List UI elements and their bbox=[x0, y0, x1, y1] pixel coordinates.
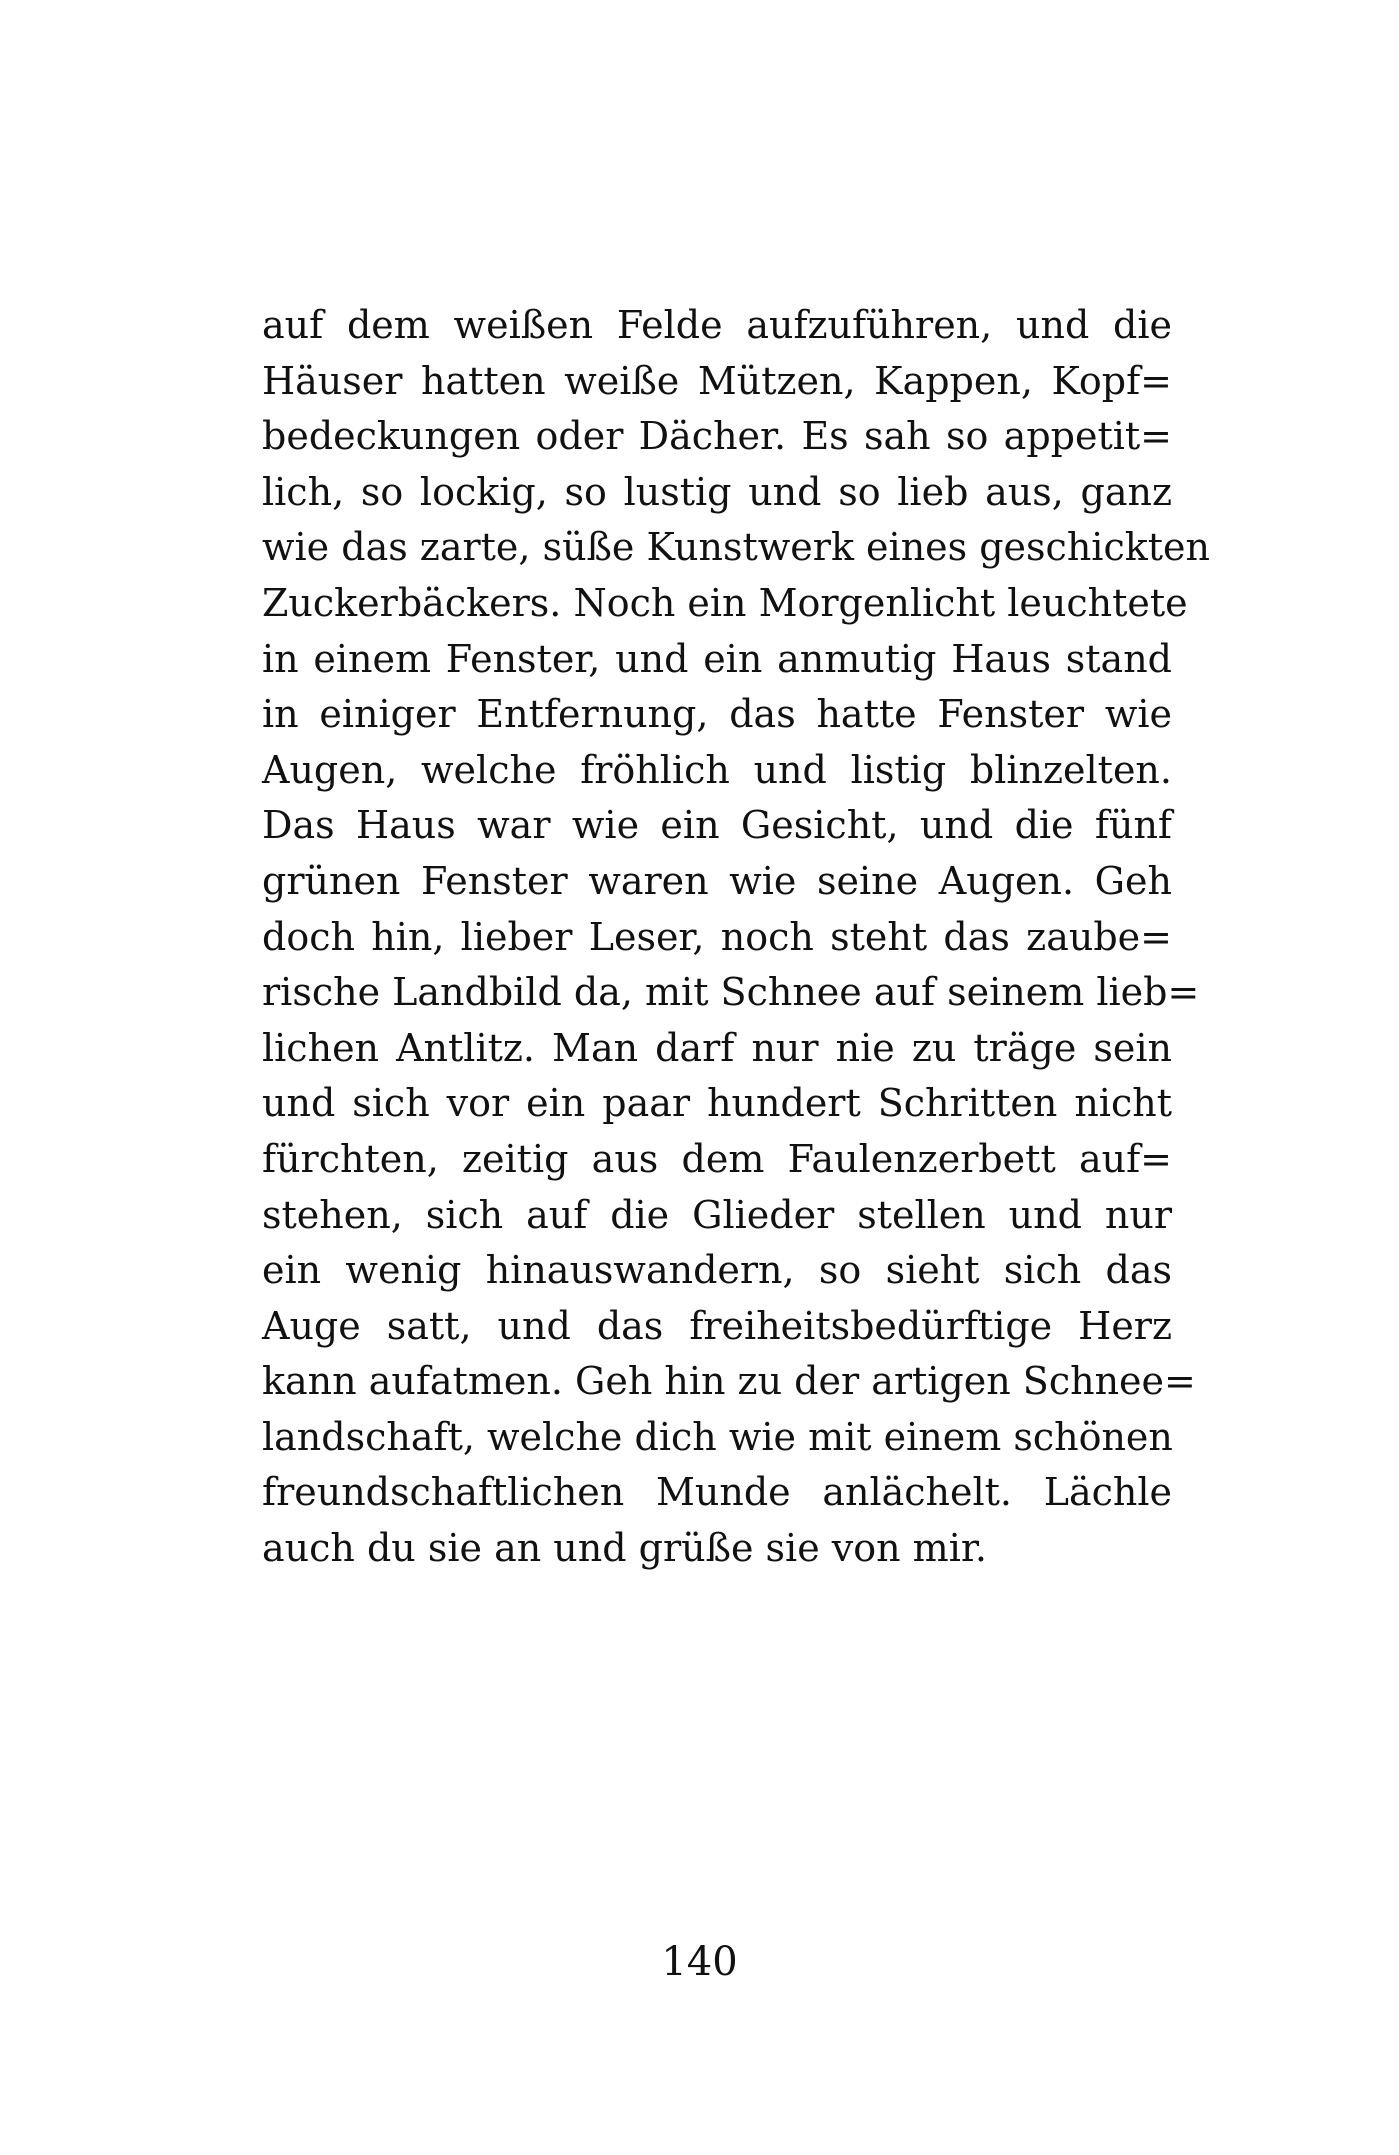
text-line-8: in einiger Entfernung, das hatte Fenster wie bbox=[262, 692, 1172, 737]
text-line-15: und sich vor ein paar hundert Schritten nicht bbox=[262, 1081, 1172, 1126]
text-line-22: freundschaftlichen Munde anlächelt. Lächle bbox=[262, 1470, 1172, 1515]
text-line-19: Auge satt, und das freiheitsbedürftige Herz bbox=[262, 1303, 1172, 1348]
text-line-17: stehen, sich auf die Glieder stellen und nur bbox=[262, 1192, 1172, 1237]
text-line-12: doch hin, lieber Leser, noch steht das zaube= bbox=[262, 914, 1172, 959]
text-line-20: kann aufatmen. Geh hin zu der artigen Schnee= bbox=[262, 1359, 1196, 1404]
body-text bbox=[262, 298, 1210, 1577]
text-line-21: landschaft, welche dich wie mit einem schönen bbox=[262, 1414, 1173, 1459]
text-line-7: in einem Fenster, und ein anmutig Haus stand bbox=[262, 636, 1172, 681]
text-line-5: wie das zarte, süße Kunstwerk eines geschickten bbox=[262, 525, 1210, 570]
text-line-4: lich, so lockig, so lustig und so lieb aus, ganz bbox=[262, 469, 1172, 514]
text-line-10: Das Haus war wie ein Gesicht, und die fünf bbox=[262, 803, 1172, 848]
text-line-2: Häuser hatten weiße Mützen, Kappen, Kopf= bbox=[262, 358, 1172, 403]
text-line-13: rische Landbild da, mit Schnee auf seinem lieb= bbox=[262, 970, 1200, 1015]
page-number: 140 bbox=[661, 1939, 738, 1985]
text-line-1: auf dem weißen Felde aufzuführen, und die bbox=[262, 303, 1172, 347]
text-line-14: lichen Antlitz. Man darf nur nie zu träge sein bbox=[262, 1025, 1172, 1070]
text-line-6: Zuckerbäckers. Noch ein Morgenlicht leuchtete bbox=[262, 580, 1188, 625]
text-line-9: Augen, welche fröhlich und listig blinzelten. bbox=[262, 747, 1172, 792]
text-line-18: ein wenig hinauswandern, so sieht sich das bbox=[262, 1248, 1172, 1293]
text-line-16: fürchten, zeitig aus dem Faulenzerbett auf= bbox=[262, 1136, 1172, 1181]
text-line-3: bedeckungen oder Dächer. Es sah so appetit= bbox=[262, 414, 1172, 459]
text-line-11: grünen Fenster waren wie seine Augen. Geh bbox=[262, 858, 1172, 903]
text-line-23: auch du sie an und grüße sie von mir. bbox=[262, 1526, 987, 1571]
